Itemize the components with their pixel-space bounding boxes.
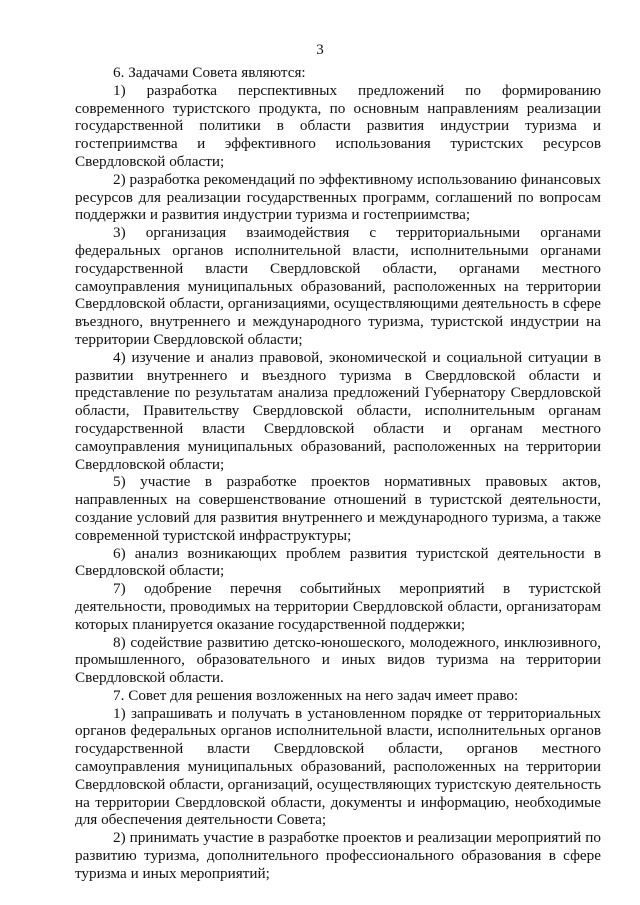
section-6-item-5: 5) участие в разработке проектов нормативных правовых актов, направленных на совершенствование отношений в туристской деятельности, создание условий для развития внутреннего и международного туризма, а также современной туристской инфраструктуры; — [75, 473, 601, 544]
section-7-item-1: 1) запрашивать и получать в установленном порядке от территориальных органов федеральных органов исполнительной власти, исполнительных органов государственной власти Свердловской области, органов местного самоуправления муниципальных образований, расположенных на территории Свердловской области, организаций, осуществляющих туристскую деятельность на территории Свердловской области, документы и информацию, необходимые для обеспечения деятельности Совета; — [75, 704, 601, 829]
section-6-item-3: 3) организация взаимодействия с территориальными органами федеральных органов исполнительной власти, исполнительными органами государственной власти Свердловской области, органами местного самоуправления муниципальных образований, расположенных на территории Свердловской области, организациями, осуществляющими деятельность в сфере въездного, внутреннего и международного туризма, туристской индустрии на территории Свердловской области; — [75, 224, 601, 348]
section-6-item-4: 4) изучение и анализ правовой, экономической и социальной ситуации в развитии внутреннего и въездного туризма в Свердловской области и представление по результатам анализа предложений Губернатору Свердловской области, Правительству Свердловской области, исполнительным органам государственной власти Свердловской области и органам местного самоуправления муниципальных образований, расположенных на территории Свердловской области; — [75, 348, 601, 473]
section-6-item-1: 1) разработка перспективных предложений по формированию современного туристского продукта, по основным направлениям реализации государственной политики в области развития индустрии туризма и гостеприимства и эффективного использования туристских ресурсов Свердловской области; — [75, 81, 601, 170]
section-6-item-8: 8) содействие развитию детско-юношеского, молодежного, инклюзивного, промышленного, образовательного и иных видов туризма на территории Свердловской области. — [75, 633, 601, 687]
section-7-heading: 7. Совет для решения возложенных на него задач имеет право: — [113, 686, 519, 704]
section-6-item-2: 2) разработка рекомендаций по эффективному использованию финансовых ресурсов для реализации государственных программ, соглашений по вопросам поддержки и развития индустрии туризма и гостеприимства; — [75, 170, 601, 224]
section-7-item-2: 2) принимать участие в разработке проектов и реализации мероприятий по развитию туризма, дополнительного профессионального образования в сфере туризма и иных мероприятий; — [75, 829, 601, 882]
page-number: 3 — [316, 42, 324, 58]
document-body — [75, 64, 601, 883]
section-6-heading: 6. Задачами Совета являются: — [113, 64, 306, 81]
section-6-item-6: 6) анализ возникающих проблем развития туристской деятельности в Свердловской области; — [75, 544, 601, 580]
section-6-item-7: 7) одобрение перечня событийных мероприятий в туристской деятельности, проводимых на территории Свердловской области, организаторам которых планируется оказание государственной поддержки; — [75, 580, 601, 633]
